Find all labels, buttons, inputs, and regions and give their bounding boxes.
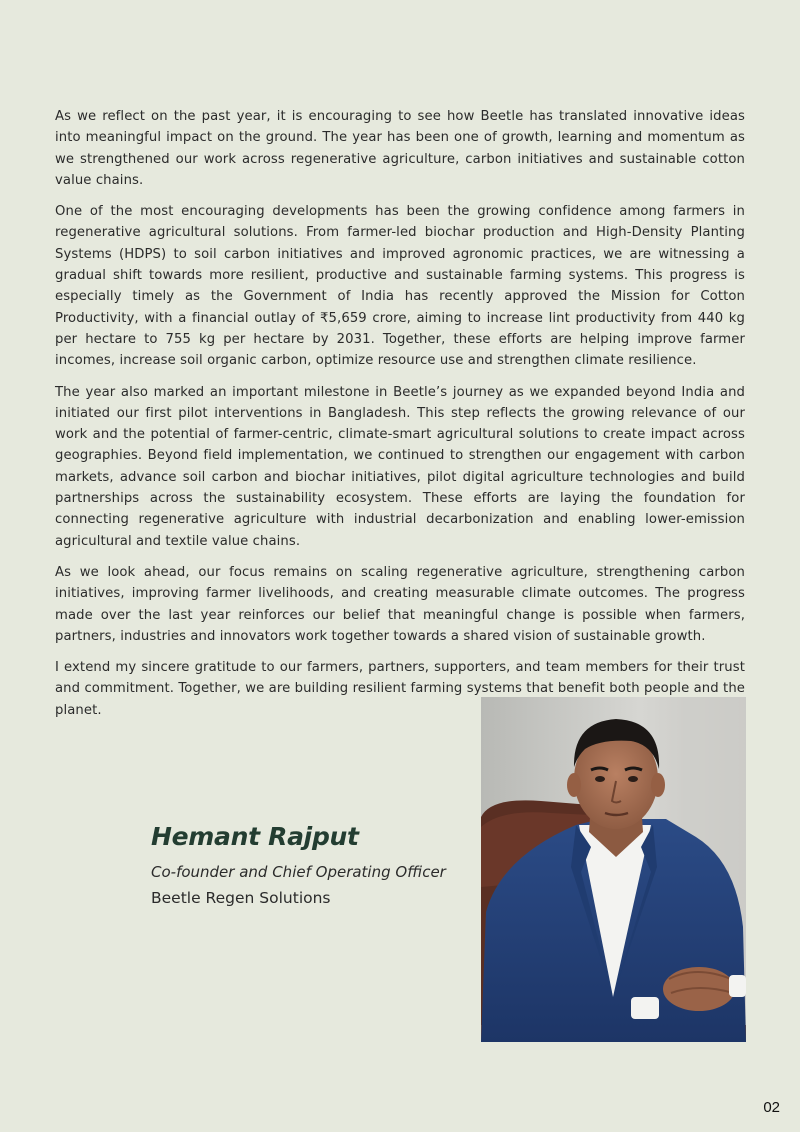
paragraph-2: One of the most encouraging developments has been the growing confidence among farmers in regenerative agricultural solutions. From farmer-led biochar production and High-Density Planting Systems (HDPS) to soil carbon initiatives and improved agronomic practices, we are witnessing a gradual shift towards more resilient, productive and sustainable farming systems. This progress is especially timely as the Government of India has recently approved the Mission for Cotton Productivity, with a financial outlay of ₹5,659 crore, aiming to increase lint productivity from 440 kg per hectare to 755 kg per hectare by 2031. Together, these efforts are helping improve farmer incomes, increase soil organic carbon, optimize resource use and strengthen climate resilience.: [55, 204, 745, 369]
portrait-photo: [481, 697, 746, 1042]
signatory-name: Hemant Rajput: [151, 822, 359, 851]
paragraph-3: The year also marked an important milestone in Beetle’s journey as we expanded beyond India and initiated our first pilot interventions in Bangladesh. This step reflects the growing relevance of our work and the potential of farmer-centric, climate-smart agricultural solutions to create impact across geographies. Beyond field implementation, we continued to strengthen our engagement with carbon markets, advance soil carbon and biochar initiatives, pilot digital agriculture technologies and build partnerships across the sustainability ecosystem. These efforts are laying the foundation for connecting regenerative agriculture with industrial decarbonization and enabling lower-emission agricultural and textile value chains.: [55, 384, 745, 549]
paragraph-4: As we look ahead, our focus remains on scaling regenerative agriculture, strengthening carbon initiatives, improving farmer livelihoods, and creating measurable climate outcomes. The progress made over the last year reinforces our belief that meaningful change is possible when farmers, partners, industries and innovators work together towards a shared vision of sustainable growth.: [55, 564, 745, 644]
letter-body: [55, 106, 745, 731]
paragraph-5: I extend my sincere gratitude to our farmers, partners, supporters, and team members for their trust and commitment. Together, we are building resilient farming systems that benefit both people and the planet.: [55, 660, 745, 718]
signatory-organization: Beetle Regen Solutions: [151, 889, 331, 907]
signature-block: [151, 822, 471, 907]
portrait-illustration: [481, 697, 746, 1042]
paragraph-1: As we reflect on the past year, it is encouraging to see how Beetle has translated innovative ideas into meaningful impact on the ground. The year has been one of growth, learning and momentum as we strengthened our work across regenerative agriculture, carbon initiatives and sustainable cotton value chains.: [55, 109, 745, 188]
page-number: 02: [763, 1099, 780, 1116]
signatory-role: Co-founder and Chief Operating Officer: [151, 863, 446, 881]
